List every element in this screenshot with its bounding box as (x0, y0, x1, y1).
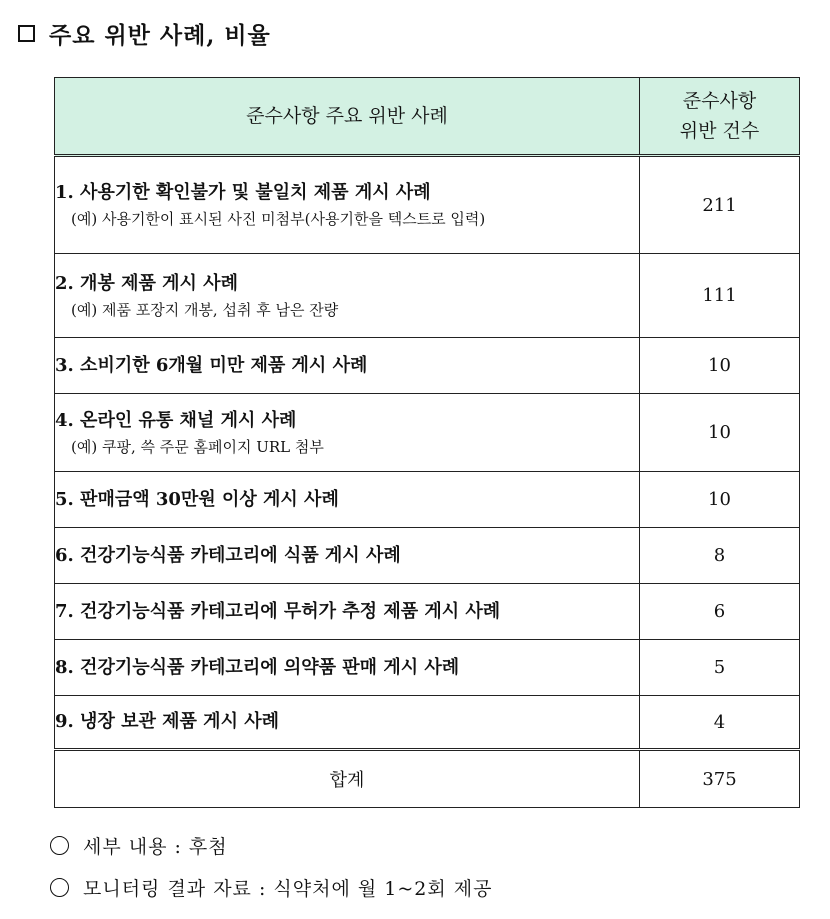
case-title: 7. 건강기능식품 카테고리에 무허가 추정 제품 게시 사례 (55, 600, 501, 622)
notes-list (50, 824, 492, 908)
table-row (55, 254, 800, 338)
header-count (640, 78, 800, 156)
count-cell: 10 (640, 338, 800, 394)
case-cell (55, 696, 640, 750)
case-cell (55, 472, 640, 528)
count-cell: 10 (640, 394, 800, 472)
case-cell (55, 156, 640, 254)
count-cell: 4 (640, 696, 800, 750)
violations-table (54, 77, 800, 808)
table-row (55, 394, 800, 472)
count-cell: 211 (640, 156, 800, 254)
case-title: 6. 건강기능식품 카테고리에 식품 게시 사례 (55, 544, 401, 566)
count-cell: 111 (640, 254, 800, 338)
note-item (50, 866, 492, 908)
table-row (55, 528, 800, 584)
case-title: 9. 냉장 보관 제품 게시 사례 (55, 711, 280, 732)
count-cell: 6 (640, 584, 800, 640)
circle-bullet-icon (50, 836, 69, 855)
case-title: 8. 건강기능식품 카테고리에 의약품 판매 게시 사례 (55, 656, 460, 678)
count-cell: 8 (640, 528, 800, 584)
total-count: 375 (640, 750, 800, 808)
table-row (55, 640, 800, 696)
table-row (55, 584, 800, 640)
total-row (55, 750, 800, 808)
case-cell (55, 640, 640, 696)
case-title: 5. 판매금액 30만원 이상 게시 사례 (55, 488, 339, 510)
case-example: (예) 사용기한이 표시된 사진 미첨부(사용기한을 텍스트로 입력) (71, 210, 486, 228)
note-text: 모니터링 결과 자료 : 식약처에 월 1~2회 제공 (83, 877, 493, 900)
case-title: 2. 개봉 제품 게시 사례 (55, 272, 238, 294)
case-title: 3. 소비기한 6개월 미만 제품 게시 사례 (55, 354, 368, 376)
heading-text: 주요 위반 사례, 비율 (49, 21, 271, 49)
case-title: 4. 온라인 유통 채널 게시 사례 (55, 409, 297, 431)
total-label: 합계 (55, 750, 640, 808)
header-count-line2: 위반 건수 (679, 120, 760, 142)
case-example: (예) 쿠팡, 쓱 주문 홈페이지 URL 첨부 (71, 437, 324, 456)
table-row (55, 472, 800, 528)
checkbox-square-icon (18, 25, 35, 42)
section-heading (18, 16, 271, 50)
count-cell: 10 (640, 472, 800, 528)
table-row (55, 696, 800, 750)
case-cell (55, 528, 640, 584)
header-count-line1: 준수사항 (682, 90, 757, 112)
table-row (55, 338, 800, 394)
case-title: 1. 사용기한 확인불가 및 불일치 제품 게시 사례 (55, 182, 431, 203)
note-item (50, 824, 492, 866)
circle-bullet-icon (50, 878, 69, 897)
case-cell (55, 338, 640, 394)
table-row (55, 156, 800, 254)
header-case: 준수사항 주요 위반 사례 (55, 78, 640, 156)
case-cell (55, 394, 640, 472)
case-example: (예) 제품 포장지 개봉, 섭취 후 남은 잔량 (71, 300, 339, 319)
case-cell (55, 254, 640, 338)
note-text: 세부 내용 : 후첨 (83, 835, 228, 858)
case-cell (55, 584, 640, 640)
table-header-row (55, 78, 800, 156)
count-cell: 5 (640, 640, 800, 696)
